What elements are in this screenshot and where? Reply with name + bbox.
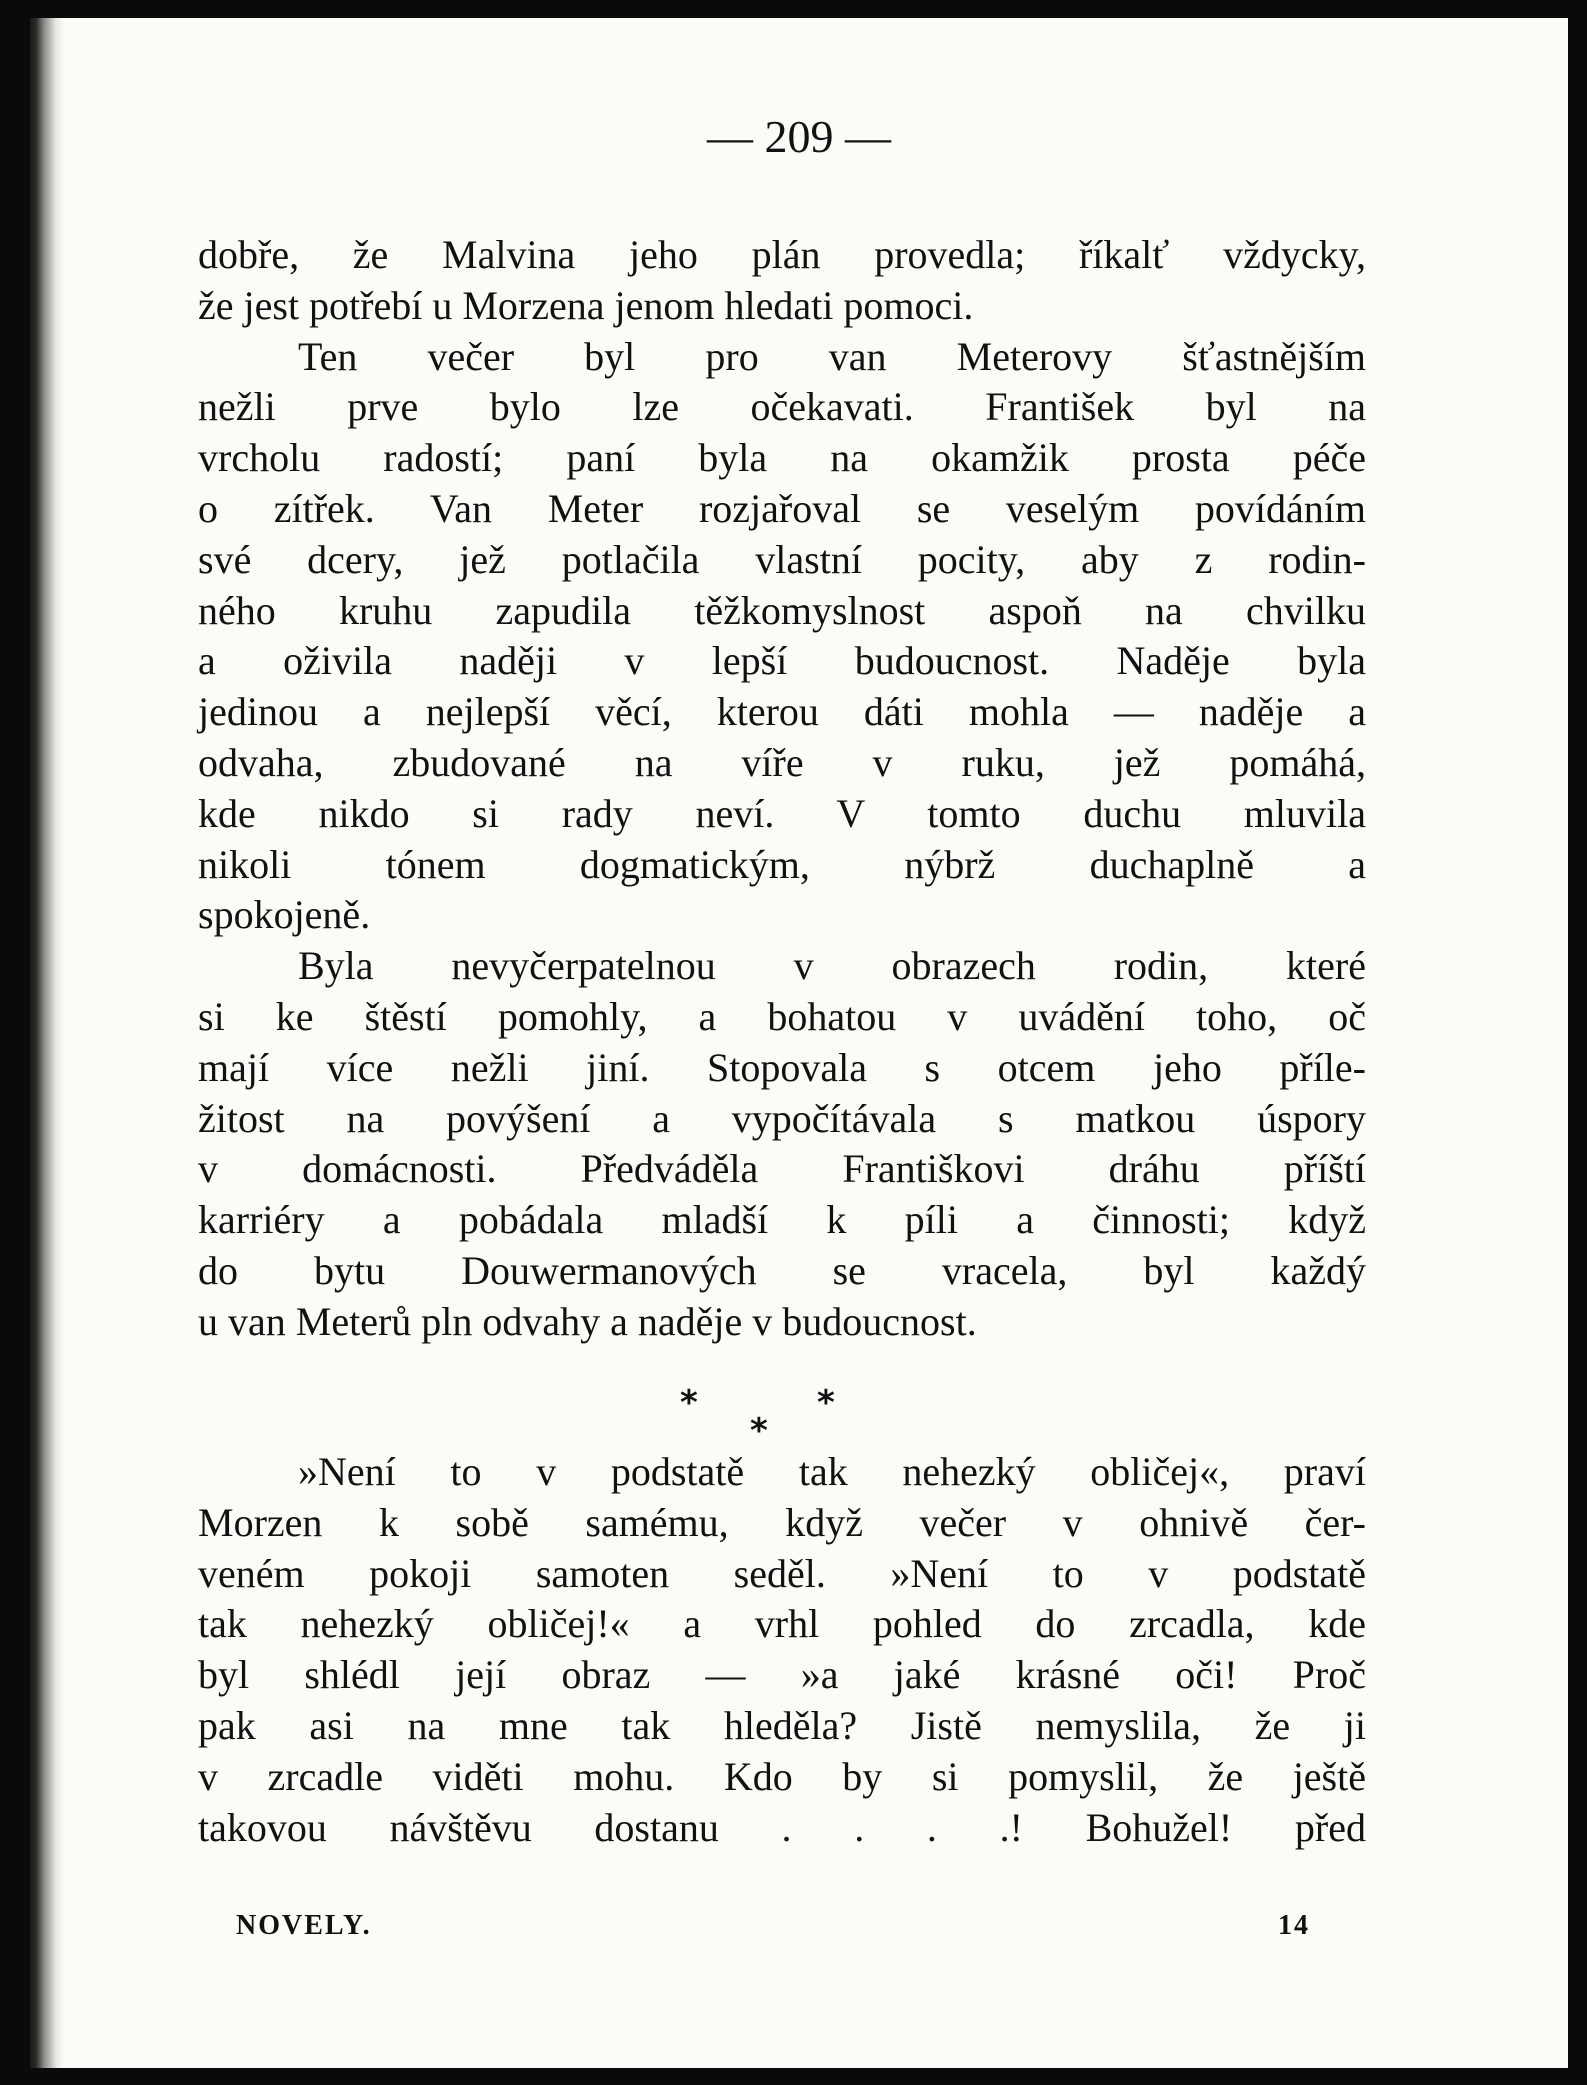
text-line: takovou návštěvu dostanu . . . .! Bohužel! před bbox=[198, 1804, 1366, 1850]
text-line: si ke štěstí pomohly, a bohatou v uvádění toho, oč bbox=[198, 993, 1366, 1039]
separator-star-1: * bbox=[680, 1383, 698, 1423]
text-line: mají více nežli jiní. Stopovala s otcem jeho příle- bbox=[198, 1044, 1366, 1090]
text-line: že jest potřebí u Morzena jenom hledati pomoci. bbox=[198, 282, 974, 328]
text-line: do bytu Douwermanových se vracela, byl každý bbox=[198, 1247, 1366, 1293]
text-line: Morzen k sobě samému, když večer v ohnivě čer- bbox=[198, 1499, 1366, 1545]
text-line: u van Meterů pln odvahy a naděje v budoucnost. bbox=[198, 1298, 977, 1344]
text-line: byl shlédl její obraz — »a jaké krásné oči! Proč bbox=[198, 1652, 1366, 1698]
text-line: pak asi na mne tak hleděla? Jistě nemyslila, že ji bbox=[198, 1702, 1366, 1748]
text-line: kde nikdo si rady neví. V tomto duchu mluvila bbox=[198, 790, 1366, 836]
text-line: o zítřek. Van Meter rozjařoval se veselým povídáním bbox=[198, 485, 1366, 531]
text-line: nežli prve bylo lze očekavati. František byl na bbox=[198, 384, 1366, 430]
separator-star-2: * bbox=[817, 1383, 835, 1423]
separator-star-3: * bbox=[750, 1411, 768, 1451]
footer-signature-number: 14 bbox=[1278, 1910, 1310, 1941]
text-line: dobře, že Malvina jeho plán provedla; říkalť vždycky, bbox=[198, 232, 1366, 277]
footer-signature-title: NOVELY. bbox=[236, 1910, 372, 1941]
page-number: — 209 — bbox=[707, 111, 891, 162]
text-line: karriéry a pobádala mladší k píli a činnosti; když bbox=[198, 1197, 1366, 1243]
text-line: »Není to v podstatě tak nehezký obličej«, praví bbox=[298, 1449, 1366, 1494]
text-line: odvaha, zbudované na víře v ruku, jež pomáhá, bbox=[198, 739, 1366, 785]
text-block-1 bbox=[198, 230, 1366, 1348]
text-line: Ten večer byl pro van Meterovy šťastnějším bbox=[298, 333, 1366, 379]
book-page bbox=[30, 18, 1568, 2068]
text-line: žitost na povýšení a vypočítávala s matkou úspory bbox=[198, 1095, 1366, 1141]
text-line: a oživila naději v lepší budoucnost. Naděje byla bbox=[198, 638, 1366, 684]
text-line: v zrcadle viděti mohu. Kdo by si pomyslil, že ještě bbox=[198, 1753, 1366, 1799]
text-line: spokojeně. bbox=[198, 892, 371, 938]
text-line: tak nehezký obličej!« a vrhl pohled do zrcadla, kde bbox=[198, 1601, 1366, 1647]
text-line: v domácnosti. Předváděla Františkovi dráhu příští bbox=[198, 1146, 1366, 1192]
text-line: jedinou a nejlepší věcí, kterou dáti mohla — naděje a bbox=[198, 689, 1366, 735]
text-line: Byla nevyčerpatelnou v obrazech rodin, které bbox=[298, 943, 1366, 989]
text-line: veném pokoji samoten seděl. »Není to v podstatě bbox=[198, 1550, 1366, 1596]
text-line: vrcholu radostí; paní byla na okamžik prosta péče bbox=[198, 435, 1366, 481]
text-line: nikoli tónem dogmatickým, nýbrž duchaplně a bbox=[198, 841, 1366, 887]
text-line: ného kruhu zapudila těžkomyslnost aspoň na chvilku bbox=[198, 587, 1366, 633]
text-block-2 bbox=[198, 1447, 1366, 1853]
text-line: své dcery, jež potlačila vlastní pocity, aby z rodin- bbox=[198, 536, 1366, 582]
binding-shadow bbox=[30, 18, 64, 2068]
